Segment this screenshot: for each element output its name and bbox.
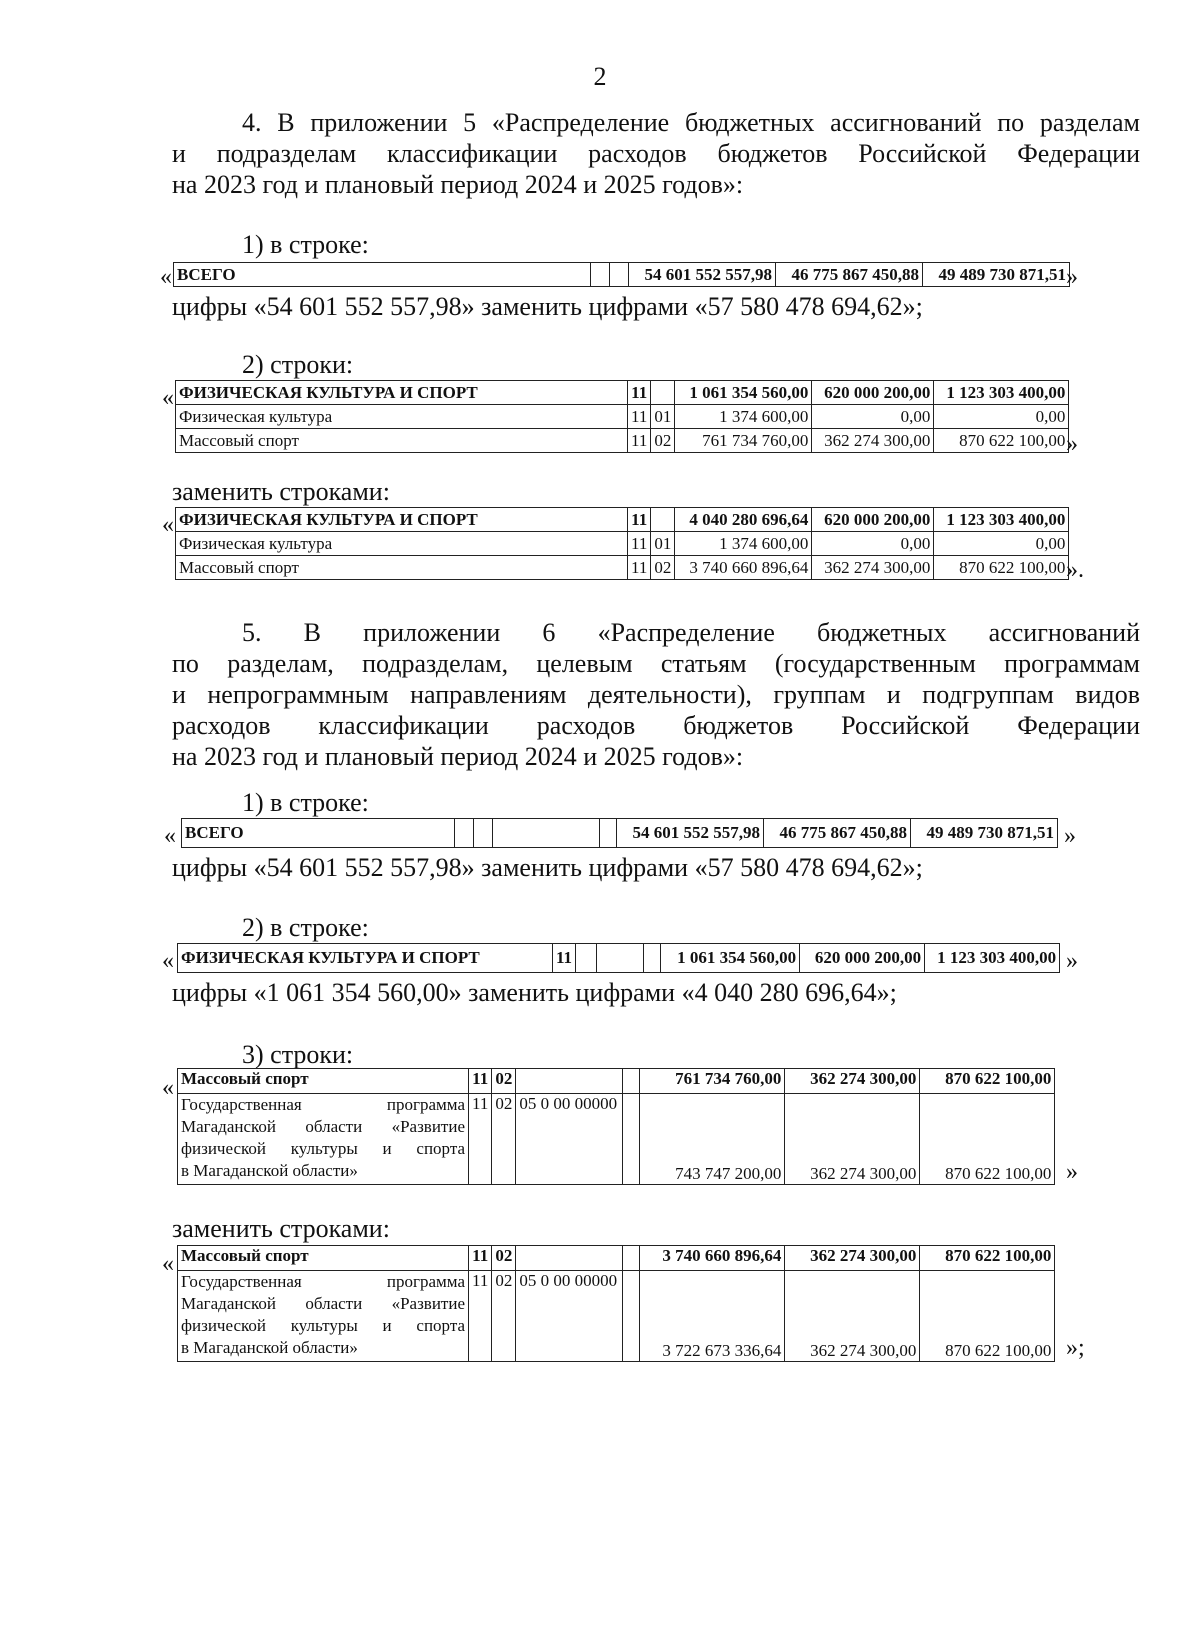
table-row bbox=[176, 508, 1069, 532]
section-4-line: и подразделам классификации расходов бюджетов Российской Федерации bbox=[172, 139, 1140, 168]
row-name: Массовый спорт bbox=[176, 556, 628, 580]
section-5-text bbox=[172, 617, 1140, 772]
table-row bbox=[178, 1271, 1055, 1362]
value-2025: 0,00 bbox=[934, 405, 1069, 429]
value-2025: 49 489 730 871,51 bbox=[923, 263, 1070, 287]
quote-close: » bbox=[1066, 948, 1078, 974]
value-2023: 743 747 200,00 bbox=[640, 1094, 785, 1185]
row-name: Физическая культура bbox=[176, 405, 628, 429]
value-2025: 870 622 100,00 bbox=[920, 1069, 1055, 1094]
cell-empty bbox=[597, 944, 644, 973]
value-2023: 54 601 552 557,98 bbox=[629, 263, 776, 287]
s5-item-2-label: 2) в строке: bbox=[242, 913, 369, 942]
s5-new-rows-table bbox=[177, 1245, 1055, 1362]
program-name-line: физической культуры и спорта bbox=[181, 1316, 465, 1335]
quote-close: » bbox=[1066, 431, 1078, 457]
s5-sport-table bbox=[177, 943, 1060, 973]
value-2024: 620 000 200,00 bbox=[800, 944, 925, 973]
cell-empty bbox=[623, 1271, 640, 1362]
value-2025: 1 123 303 400,00 bbox=[934, 381, 1069, 405]
cell-empty bbox=[644, 944, 661, 973]
row-name: Массовый спорт bbox=[178, 1246, 469, 1271]
value-2025: 49 489 730 871,51 bbox=[911, 819, 1058, 848]
cell-empty bbox=[455, 819, 474, 848]
value-2024: 362 274 300,00 bbox=[812, 429, 934, 453]
quote-open: « bbox=[162, 512, 174, 538]
value-2025: 1 123 303 400,00 bbox=[934, 508, 1069, 532]
subsection-code bbox=[651, 508, 675, 532]
quote-open: « bbox=[162, 1251, 174, 1277]
subsection-code: 02 bbox=[492, 1094, 516, 1185]
row-name bbox=[178, 1271, 469, 1362]
section-4-line: на 2023 год и плановый период 2024 и 2025 годов»: bbox=[172, 170, 744, 199]
table-row bbox=[176, 381, 1069, 405]
subsection-code: 02 bbox=[492, 1246, 516, 1271]
value-2024: 362 274 300,00 bbox=[785, 1094, 920, 1185]
table-row bbox=[176, 532, 1069, 556]
cell-empty bbox=[623, 1069, 640, 1094]
row-name: ВСЕГО bbox=[182, 819, 455, 848]
cell-empty bbox=[516, 1246, 623, 1271]
cell-empty bbox=[623, 1246, 640, 1271]
row-name: Физическая культура bbox=[176, 532, 628, 556]
s5-old-rows-table bbox=[177, 1068, 1055, 1185]
value-2023: 3 740 660 896,64 bbox=[675, 556, 812, 580]
quote-open: « bbox=[160, 264, 172, 290]
quote-open: « bbox=[164, 823, 176, 849]
cell-empty bbox=[610, 263, 629, 287]
program-name-line: Магаданской области «Развитие bbox=[181, 1117, 465, 1136]
row-name: Массовый спорт bbox=[176, 429, 628, 453]
program-name-line: физической культуры и спорта bbox=[181, 1139, 465, 1158]
table-row bbox=[178, 1069, 1055, 1094]
subsection-code: 02 bbox=[651, 429, 675, 453]
cell-empty bbox=[591, 263, 610, 287]
section-code: 11 bbox=[628, 381, 651, 405]
s4-item-2-label: 2) строки: bbox=[242, 350, 354, 379]
section-code: 11 bbox=[553, 944, 576, 973]
section-5-line: 5. В приложении 6 «Распределение бюджетных ассигнований bbox=[242, 618, 1140, 647]
value-2025: 1 123 303 400,00 bbox=[925, 944, 1060, 973]
quote-close: » bbox=[1064, 823, 1076, 849]
value-2024: 0,00 bbox=[812, 532, 934, 556]
value-2025: 870 622 100,00 bbox=[920, 1094, 1055, 1185]
quote-open: « bbox=[162, 1075, 174, 1101]
subsection-code: 02 bbox=[651, 556, 675, 580]
section-code: 11 bbox=[469, 1069, 492, 1094]
s4-total-table bbox=[173, 262, 1070, 287]
table-row bbox=[176, 429, 1069, 453]
row-name: ФИЗИЧЕСКАЯ КУЛЬТУРА И СПОРТ bbox=[178, 944, 553, 973]
value-2025: 870 622 100,00 bbox=[920, 1271, 1055, 1362]
section-code: 11 bbox=[628, 429, 651, 453]
cell-empty bbox=[516, 1069, 623, 1094]
value-2024: 620 000 200,00 bbox=[812, 508, 934, 532]
section-4-text bbox=[172, 107, 1140, 200]
page-number: 2 bbox=[593, 62, 607, 91]
cell-empty bbox=[474, 819, 493, 848]
cell-empty bbox=[493, 819, 600, 848]
s5-item-1-label: 1) в строке: bbox=[242, 788, 369, 817]
value-2025: 870 622 100,00 bbox=[934, 556, 1069, 580]
s4-new-rows-table bbox=[175, 507, 1069, 580]
value-2024: 362 274 300,00 bbox=[785, 1246, 920, 1271]
section-5-line: расходов классификации расходов бюджетов Российской Федерации bbox=[172, 711, 1140, 740]
value-2025: 0,00 bbox=[934, 532, 1069, 556]
row-name bbox=[178, 1094, 469, 1185]
subsection-code: 02 bbox=[492, 1271, 516, 1362]
row-name: ФИЗИЧЕСКАЯ КУЛЬТУРА И СПОРТ bbox=[176, 508, 628, 532]
s5-item-1-note: цифры «54 601 552 557,98» заменить цифрами «57 580 478 694,62»; bbox=[172, 853, 923, 882]
quote-close: »; bbox=[1066, 1335, 1085, 1361]
program-name-line: в Магаданской области» bbox=[181, 1161, 358, 1180]
section-5-line: по разделам, подразделам, целевым статьям (государственным программам bbox=[172, 649, 1140, 678]
value-2024: 362 274 300,00 bbox=[785, 1271, 920, 1362]
program-name-line: Государственная программа bbox=[181, 1272, 465, 1291]
subsection-code: 01 bbox=[651, 405, 675, 429]
row-name: ВСЕГО bbox=[174, 263, 591, 287]
row-name: ФИЗИЧЕСКАЯ КУЛЬТУРА И СПОРТ bbox=[176, 381, 628, 405]
quote-open: « bbox=[162, 948, 174, 974]
value-2024: 46 775 867 450,88 bbox=[776, 263, 923, 287]
table-row bbox=[178, 1094, 1055, 1185]
s4-item-1-note: цифры «54 601 552 557,98» заменить цифрами «57 580 478 694,62»; bbox=[172, 292, 923, 321]
subsection-code: 01 bbox=[651, 532, 675, 556]
cell-empty bbox=[576, 944, 597, 973]
section-4-line: 4. В приложении 5 «Распределение бюджетных ассигнований по разделам bbox=[242, 108, 1140, 137]
section-code: 11 bbox=[469, 1271, 492, 1362]
value-2023: 4 040 280 696,64 bbox=[675, 508, 812, 532]
section-code: 11 bbox=[469, 1246, 492, 1271]
target-article: 05 0 00 00000 bbox=[516, 1271, 623, 1362]
value-2023: 3 740 660 896,64 bbox=[640, 1246, 785, 1271]
s4-replace-label: заменить строками: bbox=[172, 477, 390, 506]
value-2024: 46 775 867 450,88 bbox=[764, 819, 911, 848]
s5-total-table bbox=[181, 818, 1058, 848]
value-2023: 3 722 673 336,64 bbox=[640, 1271, 785, 1362]
value-2023: 1 374 600,00 bbox=[675, 405, 812, 429]
subsection-code bbox=[651, 381, 675, 405]
section-code: 11 bbox=[628, 405, 651, 429]
cell-empty bbox=[623, 1094, 640, 1185]
table-row bbox=[182, 819, 1058, 848]
program-name-line: Магаданской области «Развитие bbox=[181, 1294, 465, 1313]
section-code: 11 bbox=[628, 508, 651, 532]
quote-close: » bbox=[1066, 264, 1078, 290]
value-2024: 620 000 200,00 bbox=[812, 381, 934, 405]
program-name-line: в Магаданской области» bbox=[181, 1338, 358, 1357]
value-2024: 362 274 300,00 bbox=[812, 556, 934, 580]
row-name: Массовый спорт bbox=[178, 1069, 469, 1094]
program-name-line: Государственная программа bbox=[181, 1095, 465, 1114]
value-2023: 54 601 552 557,98 bbox=[617, 819, 764, 848]
s5-item-2-note: цифры «1 061 354 560,00» заменить цифрами «4 040 280 696,64»; bbox=[172, 978, 897, 1007]
value-2023: 1 061 354 560,00 bbox=[675, 381, 812, 405]
target-article: 05 0 00 00000 bbox=[516, 1094, 623, 1185]
value-2024: 0,00 bbox=[812, 405, 934, 429]
table-row bbox=[174, 263, 1070, 287]
section-5-line: и непрограммным направлениям деятельности), группам и подгруппам видов bbox=[172, 680, 1140, 709]
quote-close: » bbox=[1066, 1159, 1078, 1185]
section-5-line: на 2023 год и плановый период 2024 и 2025 годов»: bbox=[172, 742, 744, 771]
s4-item-1-label: 1) в строке: bbox=[242, 230, 369, 259]
value-2025: 870 622 100,00 bbox=[920, 1246, 1055, 1271]
table-row bbox=[176, 556, 1069, 580]
table-row bbox=[178, 944, 1060, 973]
s5-replace-label: заменить строками: bbox=[172, 1214, 390, 1243]
value-2023: 1 374 600,00 bbox=[675, 532, 812, 556]
s4-old-rows-table bbox=[175, 380, 1069, 453]
table-row bbox=[176, 405, 1069, 429]
section-code: 11 bbox=[469, 1094, 492, 1185]
cell-empty bbox=[600, 819, 617, 848]
quote-close: ». bbox=[1066, 557, 1084, 583]
table-row bbox=[178, 1246, 1055, 1271]
value-2025: 870 622 100,00 bbox=[934, 429, 1069, 453]
value-2023: 1 061 354 560,00 bbox=[661, 944, 800, 973]
value-2024: 362 274 300,00 bbox=[785, 1069, 920, 1094]
value-2023: 761 734 760,00 bbox=[675, 429, 812, 453]
quote-open: « bbox=[162, 385, 174, 411]
section-code: 11 bbox=[628, 532, 651, 556]
value-2023: 761 734 760,00 bbox=[640, 1069, 785, 1094]
subsection-code: 02 bbox=[492, 1069, 516, 1094]
section-code: 11 bbox=[628, 556, 651, 580]
s5-item-3-label: 3) строки: bbox=[242, 1040, 354, 1069]
